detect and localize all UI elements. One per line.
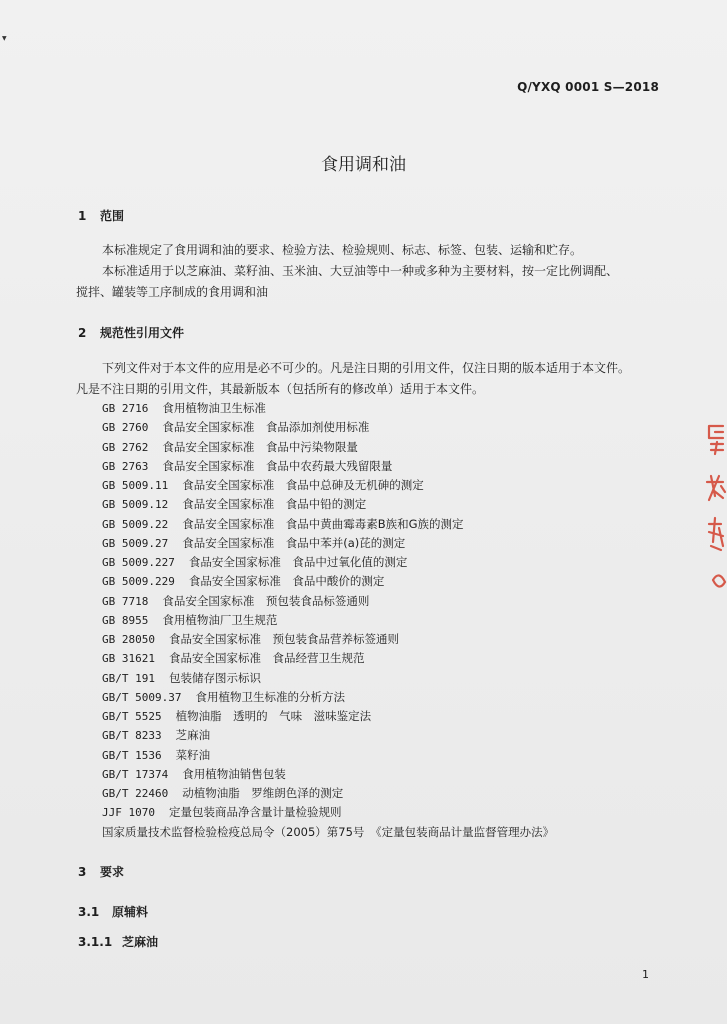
reference-item: [102, 688, 554, 707]
reference-title: 食品安全国家标准 食品添加剂使用标准: [162, 420, 370, 435]
reference-title: 食品安全国家标准 食品中总砷及无机砷的测定: [182, 478, 424, 492]
reference-item: [102, 707, 554, 726]
section-2-heading: [78, 324, 184, 341]
paragraph-line: 搅拌、罐装等工序制成的食用调和油: [76, 285, 269, 299]
corner-mark: ▼: [2, 35, 7, 42]
reference-item: [102, 746, 554, 765]
reference-item: [102, 515, 554, 534]
reference-item: [102, 726, 554, 745]
reference-title: 芝麻油: [175, 728, 211, 743]
reference-item: [102, 418, 554, 437]
reference-title: 食品安全国家标准 食品中过氧化值的测定: [188, 555, 408, 569]
reference-item: [102, 476, 554, 495]
reference-code: GB 28050: [102, 633, 155, 646]
document-code: Q/YXQ 0001 S—2018: [517, 80, 659, 94]
section-number: 2: [78, 326, 87, 340]
page-number: 1: [642, 968, 649, 981]
section-title: 原辅料: [112, 905, 149, 919]
reference-item: [102, 630, 554, 649]
section-number: 3.1: [78, 905, 100, 919]
reference-item: [102, 765, 554, 784]
reference-item: [102, 438, 554, 457]
reference-item: [102, 611, 554, 630]
reference-code: GB 5009.227: [102, 556, 175, 569]
reference-item: [102, 784, 554, 803]
reference-code: GB 5009.27: [102, 536, 169, 550]
reference-title: 食用植物卫生标准的分析方法: [195, 689, 345, 704]
reference-code: GB 2763: [102, 459, 149, 473]
reference-title: 植物油脂 透明的 气味 滋味鉴定法: [175, 709, 372, 723]
reference-code: GB 5009.12: [102, 498, 169, 512]
reference-code: GB 5009.11: [102, 479, 169, 492]
reference-code: GB/T 22460: [102, 787, 169, 800]
reference-title: 食用植物油卫生标准: [162, 401, 266, 415]
reference-code: GB/T 1536: [102, 748, 162, 762]
paragraph-line: 本标准适用于以芝麻油、菜籽油、玉米油、大豆油等中一种或多种为主要材料，按一定比例调配、: [102, 264, 619, 278]
reference-item: [102, 823, 554, 842]
section-number: 3: [78, 865, 87, 879]
reference-code: GB 7718: [102, 594, 149, 608]
reference-item: [102, 457, 554, 476]
paragraph-line: 本标准规定了食用调和油的要求、检验方法、检验规则、标志、标签、包装、运输和贮存。: [102, 243, 583, 257]
reference-title: 食用植物油销售包装: [182, 766, 286, 781]
reference-item: [102, 534, 554, 553]
section-1-heading: [78, 207, 124, 224]
reference-code: GB 8955: [102, 613, 149, 627]
reference-code: GB/T 8233: [102, 729, 162, 743]
reference-title: 食品安全国家标准 预包装食品营养标签通则: [168, 632, 399, 646]
red-seal-stamp-fragment: [701, 420, 727, 600]
reference-title: 食用植物油厂卫生规范: [162, 612, 278, 627]
reference-title: 食品安全国家标准 食品中污染物限量: [162, 439, 358, 454]
reference-title: 食品安全国家标准 预包装食品标签通则: [162, 593, 370, 608]
reference-title: 定量包装商品净含量计量检验规则: [168, 805, 342, 820]
reference-code: GB 5009.229: [102, 575, 175, 589]
reference-title: 食品安全国家标准 食品中农药最大残留限量: [162, 458, 393, 473]
reference-title: 国家质量技术监督检验检疫总局令（2005）第75号 《定量包装商品计量监督管理办法》: [102, 824, 555, 839]
reference-title: 动植物油脂 罗维朗色泽的测定: [182, 786, 344, 800]
reference-code: GB/T 5525: [102, 710, 162, 723]
section-2-body: [76, 358, 666, 400]
reference-title: 食品安全国家标准 食品中苯并(a)芘的测定: [182, 535, 406, 550]
paragraph-line: 下列文件对于本文件的应用是必不可少的。凡是注日期的引用文件，仅注日期的版本适用于本文件。: [102, 361, 631, 375]
reference-code: GB/T 17374: [102, 767, 169, 781]
reference-code: GB 2760: [102, 421, 149, 435]
section-title: 要求: [100, 865, 125, 879]
reference-code: GB/T 5009.37: [102, 690, 182, 704]
reference-code: GB 2762: [102, 440, 149, 454]
reference-title: 食品安全国家标准 食品中酸价的测定: [188, 574, 385, 589]
reference-item: [102, 553, 554, 572]
reference-item: [102, 572, 554, 591]
reference-item: [102, 399, 554, 418]
reference-code: GB 31621: [102, 652, 155, 666]
section-title: 规范性引用文件: [100, 326, 185, 340]
section-1-body: [76, 240, 666, 303]
reference-title: 食品安全国家标准 食品中铅的测定: [182, 497, 367, 512]
reference-item: [102, 649, 554, 668]
reference-code: JJF 1070: [102, 806, 155, 820]
paragraph-line: 凡是不注日期的引用文件，其最新版本（包括所有的修改单）适用于本文件。: [76, 382, 485, 396]
reference-title: 食品安全国家标准 食品经营卫生规范: [168, 651, 365, 666]
reference-title: 包装储存图示标识: [168, 670, 261, 685]
reference-code: GB/T 191: [102, 671, 155, 685]
section-number: 3.1.1: [78, 935, 113, 949]
reference-title: 食品安全国家标准 食品中黄曲霉毒素B族和G族的测定: [182, 516, 464, 531]
reference-item: [102, 669, 554, 688]
section-3-heading: [78, 863, 124, 880]
reference-item: [102, 803, 554, 822]
reference-item: [102, 495, 554, 514]
section-title: 芝麻油: [122, 935, 159, 949]
reference-code: GB 5009.22: [102, 517, 169, 531]
section-3-1-1-heading: [78, 933, 158, 950]
section-3-1-heading: [78, 903, 148, 920]
reference-list: [102, 399, 554, 842]
reference-code: GB 2716: [102, 402, 149, 415]
reference-item: [102, 592, 554, 611]
section-title: 范围: [100, 209, 125, 223]
document-title: 食用调和油: [321, 155, 406, 175]
section-number: 1: [78, 209, 87, 223]
reference-title: 菜籽油: [175, 747, 211, 762]
